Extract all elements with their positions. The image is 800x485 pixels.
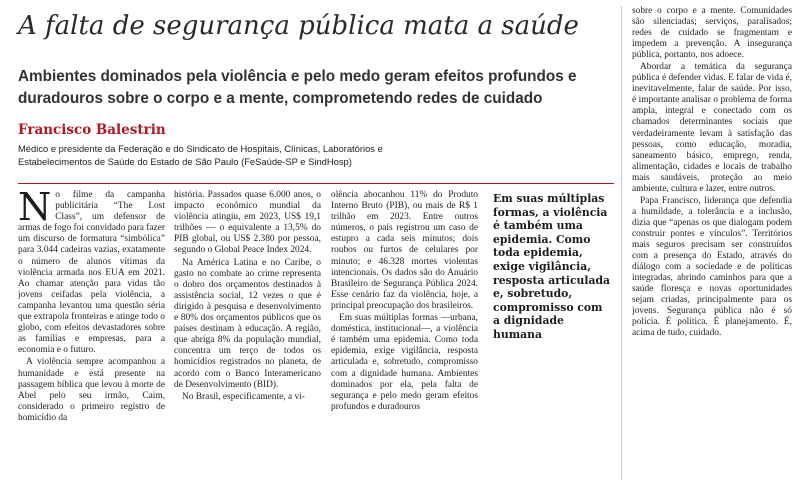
paragraph: A violência sempre acompanhou a humanidade e está presente na passagem bíblica que levou à morte de Abel pelo seu irmão, Caim, considerado o primeiro registro de homicídio da	[18, 357, 165, 423]
paragraph: Papa Francisco, liderança que defendia a humildade, a tolerância e a inclusão, dizia que “apenas os que dialogam podem construir pontes e vínculos”. Territórios mais seguros precisam ser construídos com a presença do Estado, através do diálogo com a sociedade e de políticas integradas, abrindo caminhos para que a saúde floresça e novas oportunidades sejam criadas, principalmente para os jovens. Segurança pública não é só polícia. É política. É planejamento. É, acima de tudo, cuidado.	[632, 195, 792, 339]
text-column-1	[18, 190, 165, 480]
paragraph: história. Passados quase 6.000 anos, o impacto econômico mundial da violência atingiu, em 2023, US$ 19,1 trilhões — o equivalente a 13,5% do PIB global, ou US$ 2.380 por pessoa, segundo o Global Peace Index 2024.	[174, 190, 321, 256]
header-divider	[18, 183, 614, 184]
paragraph: Abordar a temática da segurança pública é defender vidas. E falar de vida é, inevitavelmente, falar de saúde. Por isso, é importante analisar o problema de forma ampla, integral e conectado com os chamados determinantes sociais que verdadeiramente levam à satisfação das pessoas, como educação, moradia, saneamento básico, emprego, renda, alimentação, cidades e locais de trabalho mais saudáveis, proteção ao meio ambiente, cultura e lazer, entre outros.	[632, 62, 792, 194]
author-description: Médico e presidente da Federação e do Sindicato de Hospitais, Clínicas, Laboratórios e Estabelecimentos de Saúde do Estado de São Paulo (FeSaúde-SP e SindHosp)	[18, 143, 383, 167]
author-name: Francisco Balestrin	[18, 122, 166, 138]
paragraph-text: o filme da campanha publicitária “The Lost Class”, um defensor de armas de fogo foi convidado para fazer um discurso de formatura “simbólica” para 3.044 cadeiras vazias, exatamente o número de alunos vítimas da violência armada nos EUA em 2021. Ao chamar atenção para vidas tão jovens ceifadas pela violência, a campanha levantou uma questão séria que extrapola fronteiras e atinge todo o globo, com efeitos devastadores sobre as famílias e empresas, para a economia e o futuro.	[18, 190, 165, 356]
column-divider	[621, 6, 622, 480]
paragraph: Em suas múltiplas formas —urbana, doméstica, institucional—, a violência é também uma epidemia. Como toda epidemia, exige vigilância, resposta articulada e, sobretudo, compromisso com a dignidade humana. Ambientes dominados por ela, pela falta de segurança e pelo medo geram efeitos profundos e duradouros	[331, 313, 478, 412]
article-subhead: Ambientes dominados pela violência e pelo medo geram efeitos profundos e duradouros sobre o corpo e a mente, comprometendo redes de cuidado	[18, 68, 577, 107]
pull-quote: Em suas múltiplas formas, a violência é também uma epidemia. Como toda epidemia, exige vigilância, resposta articulada e, sobretudo, compromisso com a dignidade humana	[493, 192, 611, 341]
text-column-3	[331, 190, 478, 480]
text-column-2	[174, 190, 321, 480]
article-headline: A falta de segurança pública mata a saúde	[18, 11, 579, 41]
paragraph	[18, 190, 165, 356]
text-column-4	[632, 6, 792, 480]
paragraph: olência abocanhou 11% do Produto Interno Bruto (PIB), ou mais de R$ 1 trilhão em 2023. Entre outros números, o país registrou um caso de estupro a cada seis minutos; dois roubos ou furtos de celulares por minuto; e 46.328 mortes violentas intencionais. Os dados são do Anuário Brasileiro de Segurança Pública 2024. Esse cenário faz da violência, hoje, a principal preocupação dos brasileiros.	[331, 190, 478, 311]
paragraph: No Brasil, especificamente, a vi-	[182, 391, 305, 402]
drop-cap: N	[18, 190, 52, 229]
paragraph: sobre o corpo e a mente. Comunidades são silenciadas; serviços, paralisados; redes de cuidado se fragmentam e impedem a prevenção. A insegurança pública, portanto, nos adoece.	[632, 6, 792, 61]
paragraph: Na América Latina e no Caribe, o gasto no combate ao crime representa o dobro dos orçamentos destinados à assistência social, 12 vezes o que é dirigido à pesquisa e desenvolvimento e 80% dos orçamentos públicos que os países destinam à educação. A região, que abriga 8% da população mundial, concentra um terço de todos os homicídios registrados no planeta, de acordo com o Banco Interamericano de Desenvolvimento (BID).	[174, 257, 321, 390]
